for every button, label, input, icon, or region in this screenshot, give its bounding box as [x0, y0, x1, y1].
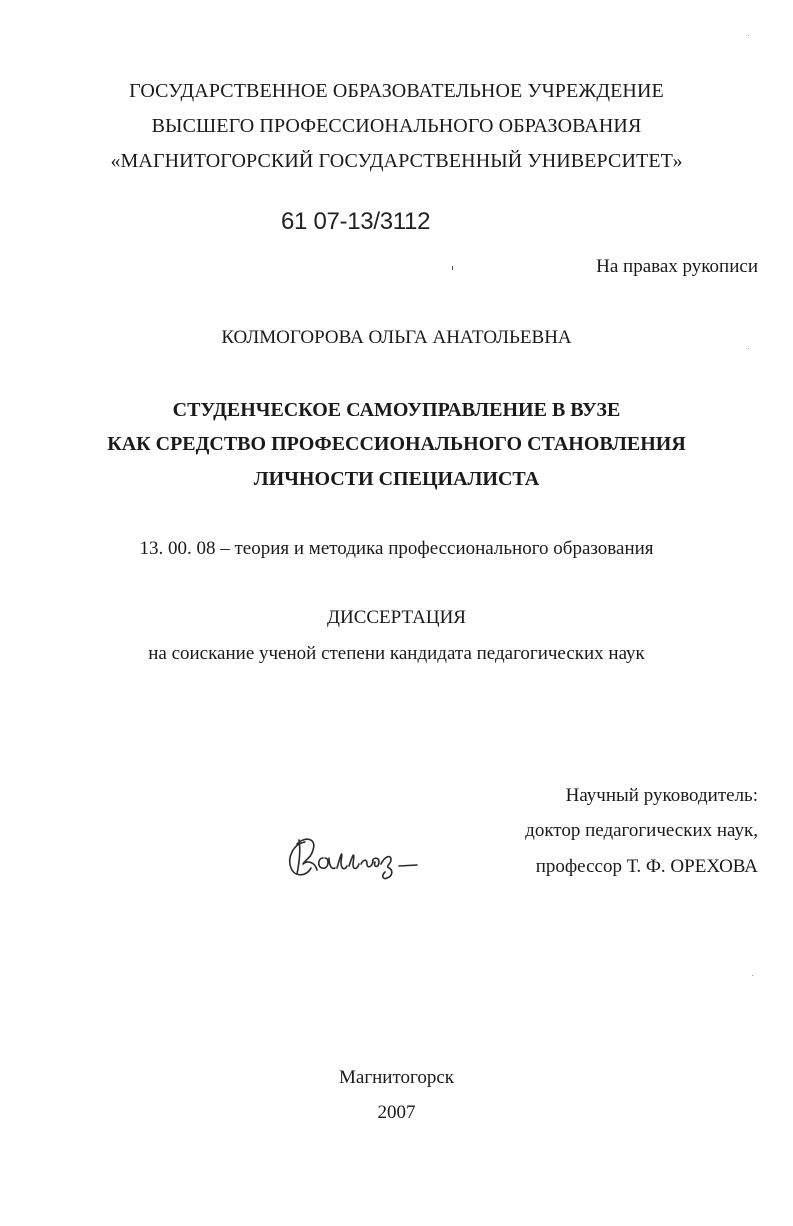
manuscript-note: На правах рукописи	[596, 256, 758, 277]
author-name: КОЛМОГОРОВА ОЛЬГА АНАТОЛЬЕВНА	[221, 327, 572, 348]
city: Магнитогорск	[339, 1067, 454, 1088]
scan-speck	[748, 35, 749, 36]
institution-line-1: ГОСУДАРСТВЕННОЕ ОБРАЗОВАТЕЛЬНОЕ УЧРЕЖДЕНИЕ	[129, 80, 664, 102]
scan-speck	[752, 975, 753, 976]
scan-speck	[452, 266, 453, 270]
specialty: 13. 00. 08 – теория и методика профессионального образования	[139, 538, 654, 559]
title-line-2: КАК СРЕДСТВО ПРОФЕССИОНАЛЬНОГО СТАНОВЛЕНИЯ	[107, 433, 686, 455]
supervisor-label: Научный руководитель:	[565, 785, 758, 806]
handwritten-signature-icon	[283, 828, 453, 888]
title-line-1: СТУДЕНЧЕСКОЕ САМОУПРАВЛЕНИЕ В ВУЗЕ	[172, 399, 621, 421]
scan-speck	[748, 348, 749, 349]
degree-line: на соискание ученой степени кандидата педагогических наук	[148, 643, 645, 664]
supervisor-name: профессор Т. Ф. ОРЕХОВА	[535, 856, 758, 877]
institution-line-3: «МАГНИТОГОРСКИЙ ГОСУДАРСТВЕННЫЙ УНИВЕРСИТЕТ»	[110, 150, 683, 172]
year: 2007	[377, 1102, 416, 1123]
institution-line-2: ВЫСШЕГО ПРОФЕССИОНАЛЬНОГО ОБРАЗОВАНИЯ	[151, 115, 642, 137]
stamp-number: 61 07-13/3112	[281, 208, 431, 235]
title-line-3: ЛИЧНОСТИ СПЕЦИАЛИСТА	[253, 468, 540, 490]
supervisor-degree: доктор педагогических наук,	[525, 820, 758, 841]
document-type: ДИССЕРТАЦИЯ	[327, 607, 466, 628]
